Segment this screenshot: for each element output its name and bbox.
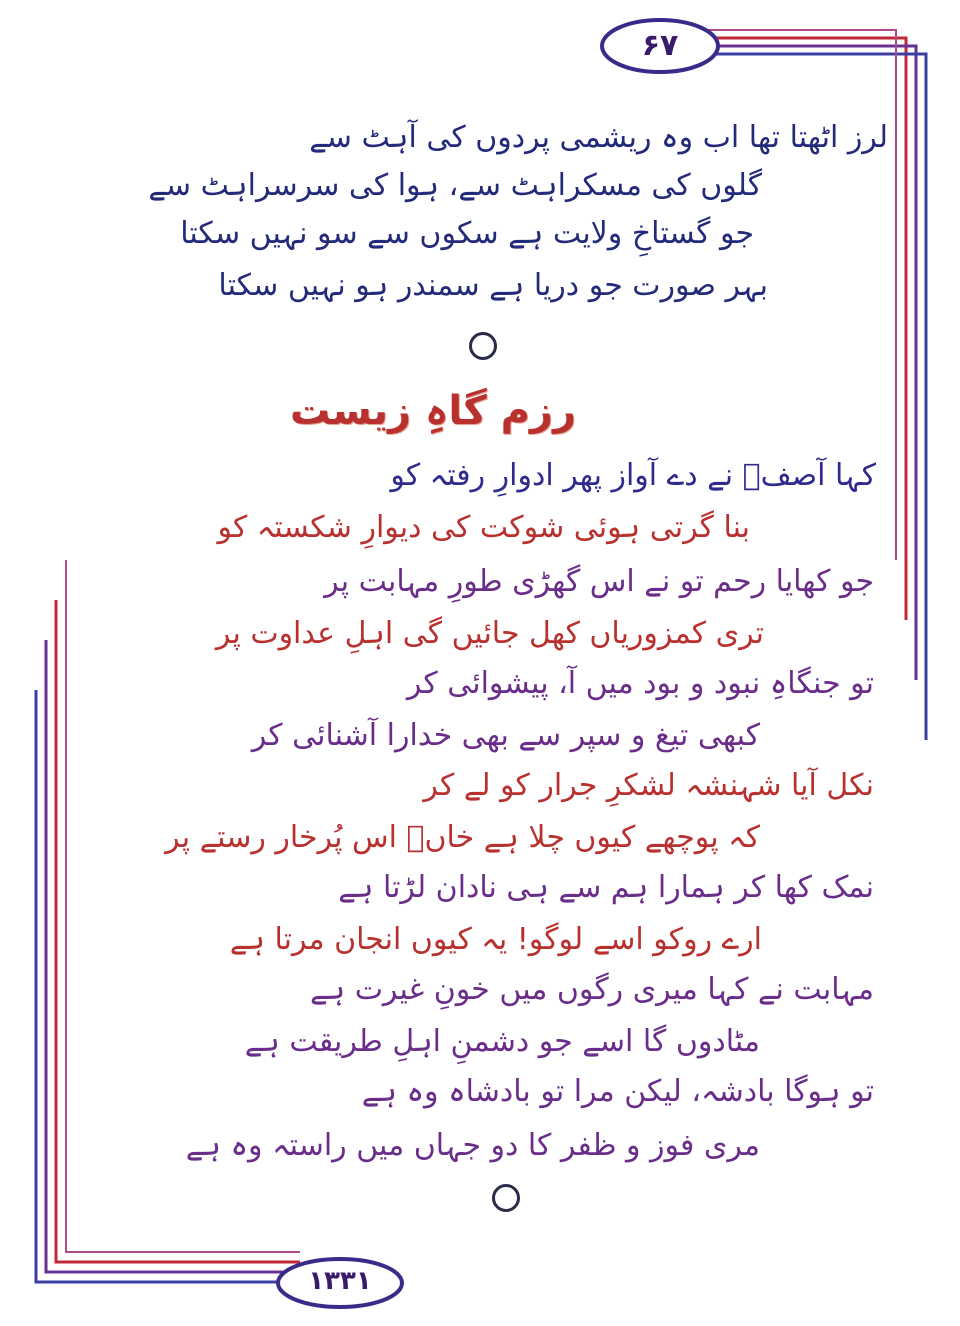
page-number: ۶۷: [641, 28, 679, 63]
section-divider-circle: [469, 332, 497, 360]
poem1-line-2: گلوں کی مسکراہٹ سے، ہوا کی سرسراہٹ سے: [148, 168, 762, 203]
poem1-line-1: لرز اٹھتا تھا اب وہ ریشمی پردوں کی آہٹ سے: [309, 120, 888, 155]
poem2-line-3: جو کھایا رحم تو نے اس گھڑی طورِ مہابت پر: [324, 564, 874, 599]
section-end-circle: [492, 1184, 520, 1212]
poem2-line-12: مٹادوں گا اسے جو دشمنِ اہلِ طریقت ہے: [244, 1024, 760, 1059]
poem2-title: رزم گاہِ زیست: [289, 388, 576, 434]
poem2-line-2: بنا گرتی ہوئی شوکت کی دیوارِ شکستہ کو: [217, 510, 750, 545]
poem1-line-3: جو گستاخِ ولایت ہے سکوں سے سو نہیں سکتا: [180, 216, 754, 251]
poem2-line-11: مہابت نے کہا میری رگوں میں خونِ غیرت ہے: [310, 972, 874, 1007]
poem2-line-7: نکل آیا شہنشہ لشکرِ جرار کو لے کر: [423, 768, 874, 803]
poem2-line-13: تو ہوگا بادشہ، لیکن مرا تو بادشاہ وہ ہے: [361, 1074, 874, 1109]
poem2-line-4: تری کمزوریاں کھل جائیں گی اہلِ عداوت پر: [215, 616, 764, 651]
poem2-line-9: نمک کھا کر ہمارا ہم سے ہی نادان لڑتا ہے: [338, 870, 874, 905]
poem2-line-14: مری فوز و ظفر کا دو جہاں میں راستہ وہ ہے: [185, 1128, 760, 1163]
poem2-line-10: ارے روکو اسے لوگو! یہ کیوں انجان مرتا ہے: [229, 922, 762, 957]
folio-number: ۱۳۳۱: [308, 1266, 372, 1296]
poem2-line-8: کہ پوچھے کیوں چلا ہے خاںؔ اس پُرخار رستے پر: [165, 820, 760, 855]
poem2-line-5: تو جنگاہِ نبود و بود میں آ، پیشوائی کر: [406, 666, 874, 701]
poem2-line-6: کبھی تیغ و سپر سے بھی خدارا آشنائی کر: [251, 718, 760, 753]
poem2-line-1: کہا آصفؔ نے دے آواز پھر ادوارِ رفتہ کو: [390, 458, 876, 493]
poem1-line-4: بہر صورت جو دریا ہے سمندر ہو نہیں سکتا: [218, 268, 768, 303]
